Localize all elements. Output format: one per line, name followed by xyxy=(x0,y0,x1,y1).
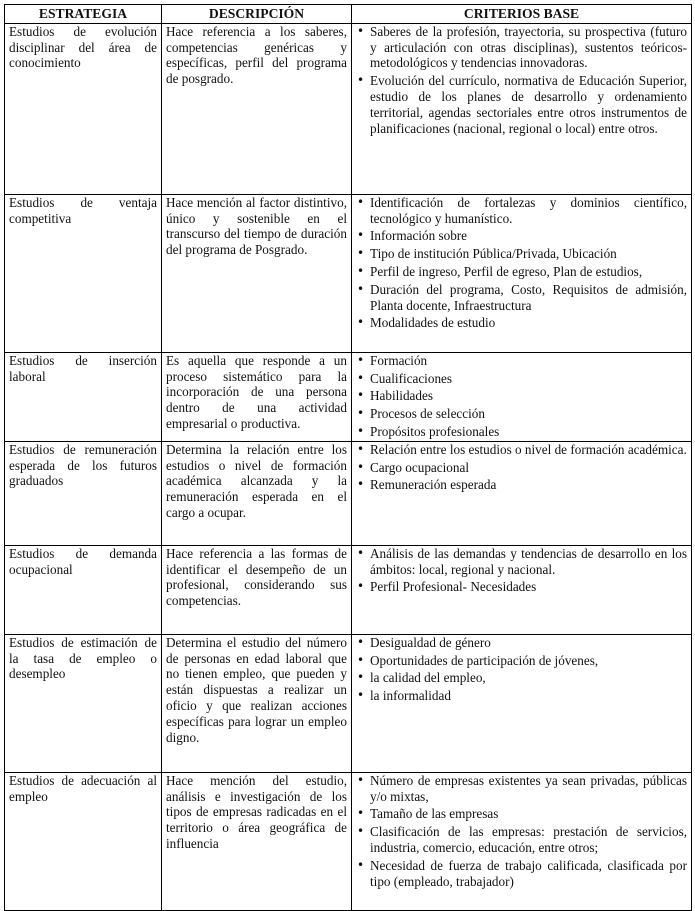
cell-descripcion: Determina el estudio del número de personas en edad laboral que no tienen empleo, que pueden y están dispuestas a realizar un oficio y que realizan acciones específicas para lograr un empleo digno. xyxy=(162,634,352,772)
table-row xyxy=(5,772,692,910)
list-item: • Procesos de selección xyxy=(370,406,687,422)
cell-criterios xyxy=(352,545,692,634)
cell-estrategia: Estudios de inserción laboral xyxy=(5,352,162,441)
table-row xyxy=(5,352,692,441)
cell-descripcion: Determina la relación entre los estudios o nivel de formación académica alcanzada y la remuneración esperada en el cargo a ocupar. xyxy=(162,441,352,545)
cell-estrategia: Estudios de adecuación al empleo xyxy=(5,772,162,910)
cell-estrategia: Estudios de remuneración esperada de los futuros graduados xyxy=(5,441,162,545)
header-criterios-base: CRITERIOS BASE xyxy=(352,5,692,24)
list-item: • Cualificaciones xyxy=(370,371,687,387)
cell-descripcion: Es aquella que responde a un proceso sistemático para la incorporación de una persona dentro de una actividad empresarial o productiva. xyxy=(162,352,352,441)
cell-criterios xyxy=(352,352,692,441)
cell-criterios xyxy=(352,23,692,194)
list-item: • Formación xyxy=(370,353,687,369)
list-item: • Oportunidades de participación de jóvenes, xyxy=(370,653,687,669)
list-item: • Análisis de las demandas y tendencias de desarrollo en los ámbitos: local, regional y nacional. xyxy=(370,546,687,578)
list-item: • Propósitos profesionales xyxy=(370,424,687,440)
list-item: • Identificación de fortalezas y dominios científico, tecnológico y humanístico. xyxy=(370,195,687,227)
list-item: • Relación entre los estudios o nivel de formación académica. xyxy=(370,442,687,458)
list-item: • Información sobre xyxy=(370,228,687,244)
cell-estrategia: Estudios de evolución disciplinar del área de conocimiento xyxy=(5,23,162,194)
cell-criterios xyxy=(352,634,692,772)
list-item: • Duración del programa, Costo, Requisitos de admisión, Planta docente, Infraestructura xyxy=(370,282,687,314)
cell-descripcion: Hace referencia a las formas de identificar el desempeño de un profesional, considerando sus competencias. xyxy=(162,545,352,634)
header-descripcion: DESCRIPCIÓN xyxy=(162,5,352,24)
list-item: • la calidad del empleo, xyxy=(370,670,687,686)
table-row xyxy=(5,441,692,545)
list-item: • Perfil de ingreso, Perfil de egreso, Plan de estudios, xyxy=(370,264,687,280)
list-item: • Saberes de la profesión, trayectoria, su prospectiva (futuro y articulación con otras disciplinas), sustentos teóricos-metodológicos y tendencias innovadoras. xyxy=(370,24,687,71)
table-row xyxy=(5,194,692,352)
cell-criterios xyxy=(352,772,692,910)
table-row xyxy=(5,545,692,634)
cell-descripcion: Hace mención al factor distintivo, único y sostenible en el transcurso del tiempo de duración del programa de Posgrado. xyxy=(162,194,352,352)
cell-estrategia: Estudios de estimación de la tasa de empleo o desempleo xyxy=(5,634,162,772)
header-estrategia: ESTRATEGIA xyxy=(5,5,162,24)
cell-estrategia: Estudios de ventaja competitiva xyxy=(5,194,162,352)
list-item: • Modalidades de estudio xyxy=(370,315,687,331)
list-item: • Cargo ocupacional xyxy=(370,460,687,476)
cell-descripcion: Hace mención del estudio, análisis e investigación de los tipos de empresas radicadas en el territorio o área geográfica de influencia xyxy=(162,772,352,910)
table-header-row xyxy=(5,5,692,24)
strategy-table xyxy=(4,4,692,911)
table-row xyxy=(5,634,692,772)
list-item: • Remuneración esperada xyxy=(370,477,687,493)
cell-descripcion: Hace referencia a los saberes, competencias genéricas y específicas, perfil del programa de posgrado. xyxy=(162,23,352,194)
cell-estrategia: Estudios de demanda ocupacional xyxy=(5,545,162,634)
cell-criterios xyxy=(352,441,692,545)
list-item: • Perfil Profesional- Necesidades xyxy=(370,579,687,595)
list-item: • Clasificación de las empresas: prestación de servicios, industria, comercio, educación, entre otros; xyxy=(370,824,687,856)
list-item: • Desigualdad de género xyxy=(370,635,687,651)
list-item: • Habilidades xyxy=(370,388,687,404)
list-item: • Evolución del currículo, normativa de Educación Superior, estudio de los planes de desarrollo y ordenamiento territorial, agendas sectoriales entre otros instrumentos de planificaciones (nacional, regional o local) entre otros. xyxy=(370,73,687,136)
list-item: • Necesidad de fuerza de trabajo calificada, clasificada por tipo (empleado, trabajador) xyxy=(370,858,687,890)
list-item: • Tipo de institución Pública/Privada, Ubicación xyxy=(370,246,687,262)
list-item: • Número de empresas existentes ya sean privadas, públicas y/o mixtas, xyxy=(370,773,687,805)
list-item: • Tamaño de las empresas xyxy=(370,806,687,822)
table-row xyxy=(5,23,692,194)
list-item: • la informalidad xyxy=(370,688,687,704)
cell-criterios xyxy=(352,194,692,352)
